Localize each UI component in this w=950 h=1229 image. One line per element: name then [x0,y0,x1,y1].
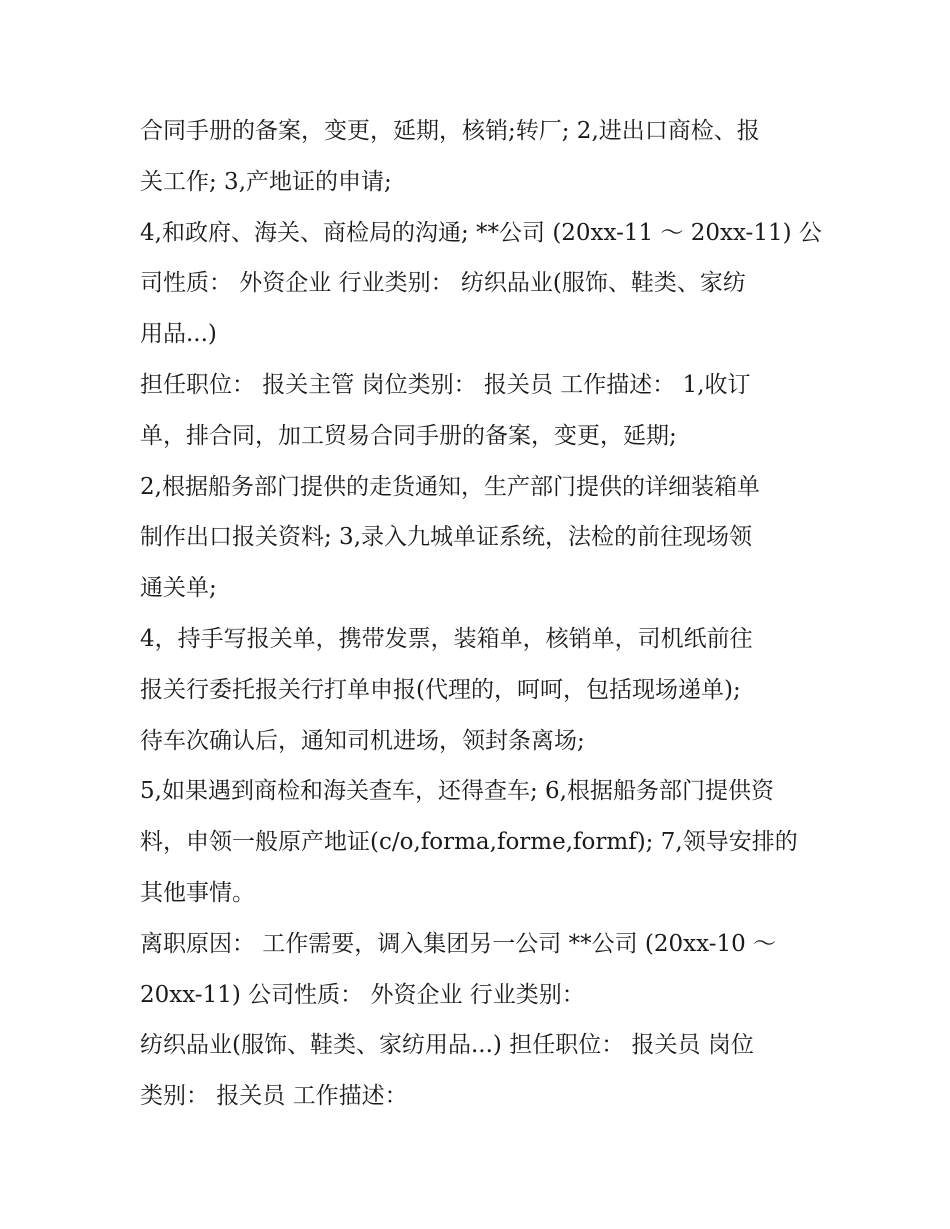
text-line: 20xx-11) 公司性质： 外资企业 行业类别： [140,981,585,1008]
text-line: 担任职位： 报关主管 岗位类别： 报关员 工作描述： 1,收订 [140,371,751,398]
text-line: 类别： 报关员 工作描述： [140,1083,408,1110]
text-line: 5,如果遇到商检和海关查车，还得查车; 6,根据船务部门提供资 [140,778,774,805]
text-line: 离职原因： 工作需要，调入集团另一公司 **公司 (20xx-10 ～ [140,930,777,957]
text-line: 2,根据船务部门提供的走货通知，生产部门提供的详细装箱单 [140,473,760,500]
text-line: 纺织品业(服饰、鞋类、家纺用品...) 担任职位： 报关员 岗位 [140,1032,754,1059]
text-line: 合同手册的备案，变更，延期，核销;转厂; 2,进出口商检、报 [140,118,760,144]
text-line: 制作出口报关资料; 3,录入九城单证系统，法检的前往现场领 [140,524,753,551]
text-line: 其他事情。 [140,879,255,906]
text-line: 单，排合同，加工贸易合同手册的备案，变更，延期; [140,422,677,449]
text-line: 待车次确认后，通知司机进场，领封条离场; [140,727,585,754]
text-line: 司性质： 外资企业 行业类别： 纺织品业(服饰、鞋类、家纺 [140,270,746,297]
text-line: 报关行委托报关行打单申报(代理的，呵呵，包括现场递单); [140,676,741,703]
text-line: 料，申领一般原产地证(c/o,forma,forme,formf); 7,领导安排的 [140,829,798,856]
text-line: 4，持手写报关单，携带发票，装箱单，核销单，司机纸前往 [140,625,753,652]
text-line: 4,和政府、海关、商检局的沟通; **公司 (20xx-11 ～ 20xx-11) 公 [140,219,822,246]
document-body [140,106,822,1122]
text-line: 关工作; 3,产地证的申请; [140,168,392,195]
text-line: 用品...) [140,321,217,348]
text-line: 通关单; [140,575,217,602]
